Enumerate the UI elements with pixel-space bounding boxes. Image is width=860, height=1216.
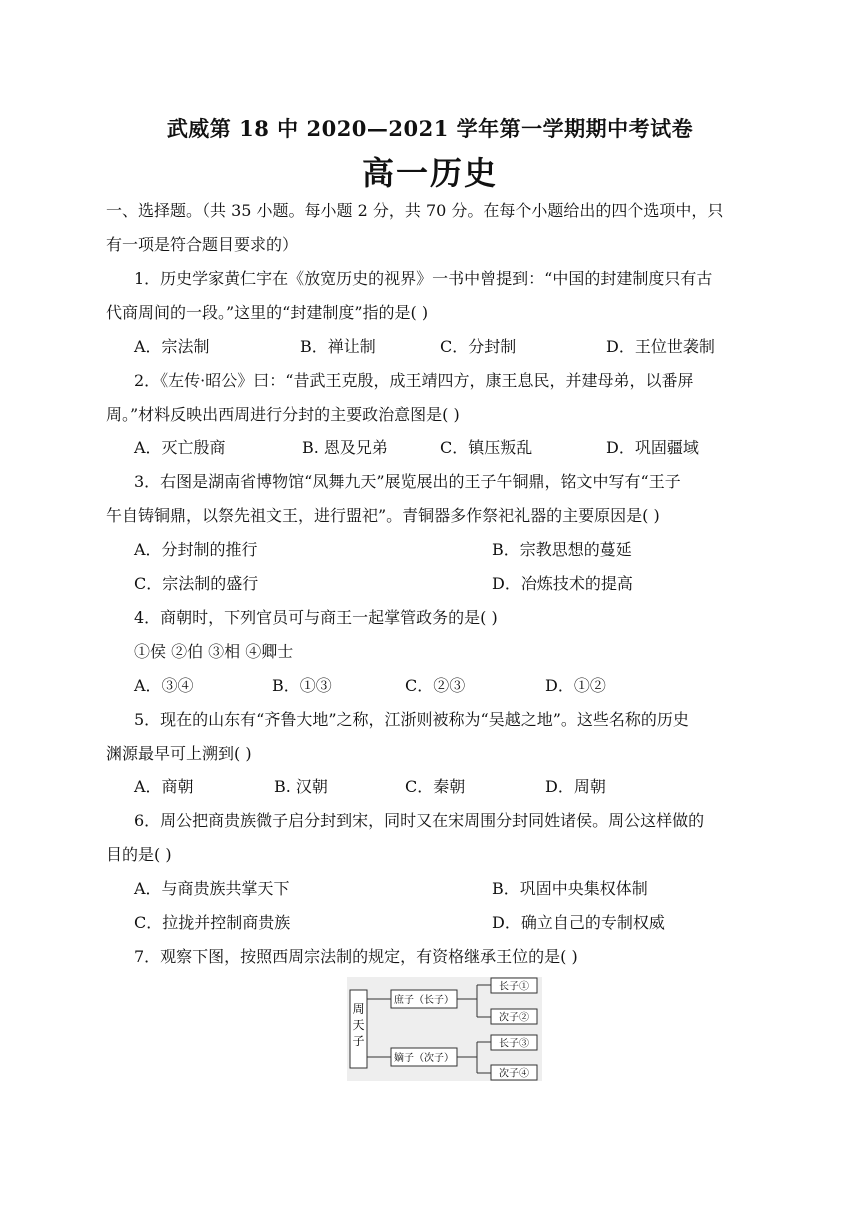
q4-option-a: A．③④ xyxy=(134,676,194,695)
q5-option-b: B. 汉朝 xyxy=(274,777,328,796)
q4-option-b: B．①③ xyxy=(272,676,332,695)
question-1-text-cont: 代商周间的一段。”这里的“封建制度”指的是( ) xyxy=(106,303,429,322)
q1-option-c: C．分封制 xyxy=(440,337,517,356)
root-label-3: 子 xyxy=(352,1034,365,1048)
question-7-text: 7．观察下图，按照西周宗法制的规定，有资格继承王位的是( ) xyxy=(134,947,578,966)
q2-option-d: D．巩固疆域 xyxy=(606,438,699,457)
root-label-1: 周 xyxy=(352,1002,365,1016)
q6-option-c: C．拉拢并控制商贵族 xyxy=(134,913,291,932)
q2-option-c: C．镇压叛乱 xyxy=(440,438,533,457)
leaf-label-1: 长子① xyxy=(499,981,529,993)
q4-option-c: C．②③ xyxy=(405,676,466,695)
leaf-label-3: 长子③ xyxy=(499,1038,529,1050)
q4-option-d: D．①② xyxy=(545,676,606,695)
question-3-text: 3．右图是湖南省博物馆“凤舞九天”展览展出的王子午铜鼎，铭文中写有“王子 xyxy=(134,472,681,491)
q5-option-d: D．周朝 xyxy=(545,777,606,796)
branch-label-1: 庶子（长子） xyxy=(394,995,454,1006)
question-2-text: 2．《左传·昭公》曰：“昔武王克殷，成王靖四方，康王息民，并建母弟，以番屏 xyxy=(134,371,694,390)
question-6-text: 6．周公把商贵族微子启分封到宋，同时又在宋周围分封同姓诸侯。周公这样做的 xyxy=(134,811,705,830)
question-6-text-cont: 目的是( ) xyxy=(106,845,172,864)
q5-option-a: A．商朝 xyxy=(134,777,194,796)
question-4-text: 4．商朝时，下列官员可与商王一起掌管政务的是( ) xyxy=(134,608,498,627)
q1-option-a: A．宗法制 xyxy=(134,337,210,356)
q2-option-a: A．灭亡殷商 xyxy=(134,438,226,457)
question-5-text-cont: 渊源最早可上溯到( ) xyxy=(106,744,252,763)
exam-title: 武威第 18 中 2020—2021 学年第一学期期中考试卷 xyxy=(166,116,694,141)
q1-option-b: B．禅让制 xyxy=(300,337,376,356)
q2-option-b: B. 恩及兄弟 xyxy=(302,438,388,457)
q3-option-a: A．分封制的推行 xyxy=(134,540,258,559)
question-3-text-cont: 午自铸铜鼎，以祭先祖文王，进行盟祀”。青铜器多作祭祀礼器的主要原因是( ) xyxy=(106,506,660,525)
question-1-text: 1．历史学家黄仁宇在《放宽历史的视界》一书中曾提到：“中国的封建制度只有古 xyxy=(134,269,713,288)
section-instructions-cont: 有一项是符合题目要求的） xyxy=(106,235,299,254)
leaf-label-2: 次子② xyxy=(499,1012,529,1024)
q5-option-c: C．秦朝 xyxy=(405,777,466,796)
question-4-items: ①侯 ②伯 ③相 ④卿士 xyxy=(134,642,294,661)
root-label-2: 天 xyxy=(352,1018,365,1032)
q3-option-c: C．宗法制的盛行 xyxy=(134,574,259,593)
q6-option-a: A．与商贵族共掌天下 xyxy=(134,879,290,898)
q3-option-d: D．冶炼技术的提高 xyxy=(492,574,633,593)
q3-option-b: B．宗教思想的蔓延 xyxy=(492,540,632,559)
leaf-label-4: 次子④ xyxy=(499,1068,529,1080)
section-instructions: 一、选择题。（共 35 小题。每小题 2 分，共 70 分。在每个小题给出的四个选项中，只 xyxy=(106,201,724,220)
q1-option-d: D．王位世袭制 xyxy=(606,337,715,356)
q6-option-d: D．确立自己的专制权威 xyxy=(492,913,665,932)
branch-label-2: 嫡子（次子） xyxy=(394,1053,454,1064)
question-2-text-cont: 周。”材料反映出西周进行分封的主要政治意图是( ) xyxy=(106,405,460,424)
q6-option-b: B．巩固中央集权体制 xyxy=(492,879,648,898)
question-5-text: 5．现在的山东有“齐鲁大地”之称，江浙则被称为“吴越之地”。这些名称的历史 xyxy=(134,710,689,729)
subject-title: 高一历史 xyxy=(361,154,498,192)
lineage-diagram xyxy=(347,977,542,1081)
